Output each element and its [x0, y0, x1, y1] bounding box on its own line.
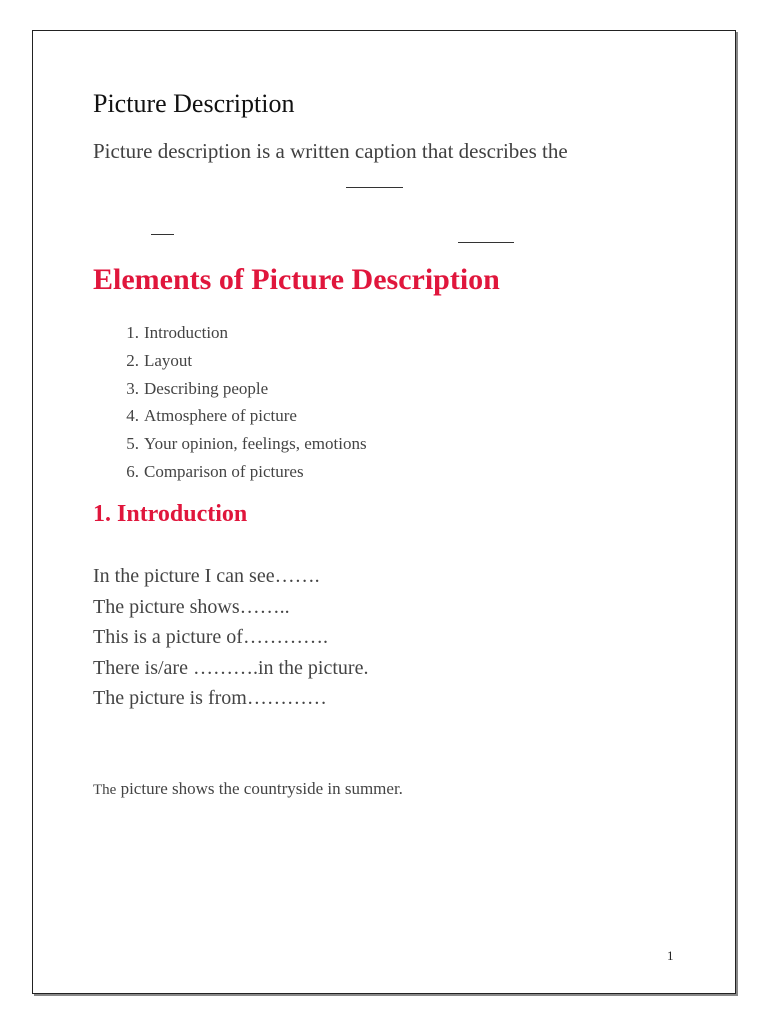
phrase-list	[93, 561, 368, 714]
document-page	[32, 30, 736, 994]
elements-list	[93, 319, 367, 486]
phrase-line: In the picture I can see…….	[93, 565, 320, 587]
list-item: 1. Introduction	[126, 323, 229, 342]
phrase-line: This is a picture of………….	[93, 626, 328, 649]
elements-heading: Elements of Picture Description	[93, 263, 500, 296]
list-item: 5. Your opinion, feelings, emotions	[126, 434, 367, 454]
list-item: 4. Atmosphere of picture	[126, 406, 297, 426]
phrase-line: There is/are ……….in the picture.	[93, 656, 369, 679]
fill-in-blank-line	[458, 242, 514, 243]
fill-in-blank-line	[346, 187, 403, 188]
list-item: 2. Layout	[126, 350, 193, 370]
phrase-line: The picture shows……..	[93, 595, 290, 618]
introduction-heading: 1. Introduction	[93, 501, 248, 527]
list-item: 6. Comparison of pictures	[126, 461, 304, 481]
fill-in-blank-line	[151, 234, 174, 235]
intro-paragraph: Picture description is a written caption that describes the	[93, 139, 568, 163]
example-sentence: The picture shows the countryside in summer.	[93, 779, 403, 798]
list-item: 3. Describing people	[126, 378, 269, 398]
page-number: 1	[667, 948, 674, 963]
phrase-line: The picture is from…………	[93, 687, 327, 710]
page-title: Picture Description	[93, 89, 295, 118]
